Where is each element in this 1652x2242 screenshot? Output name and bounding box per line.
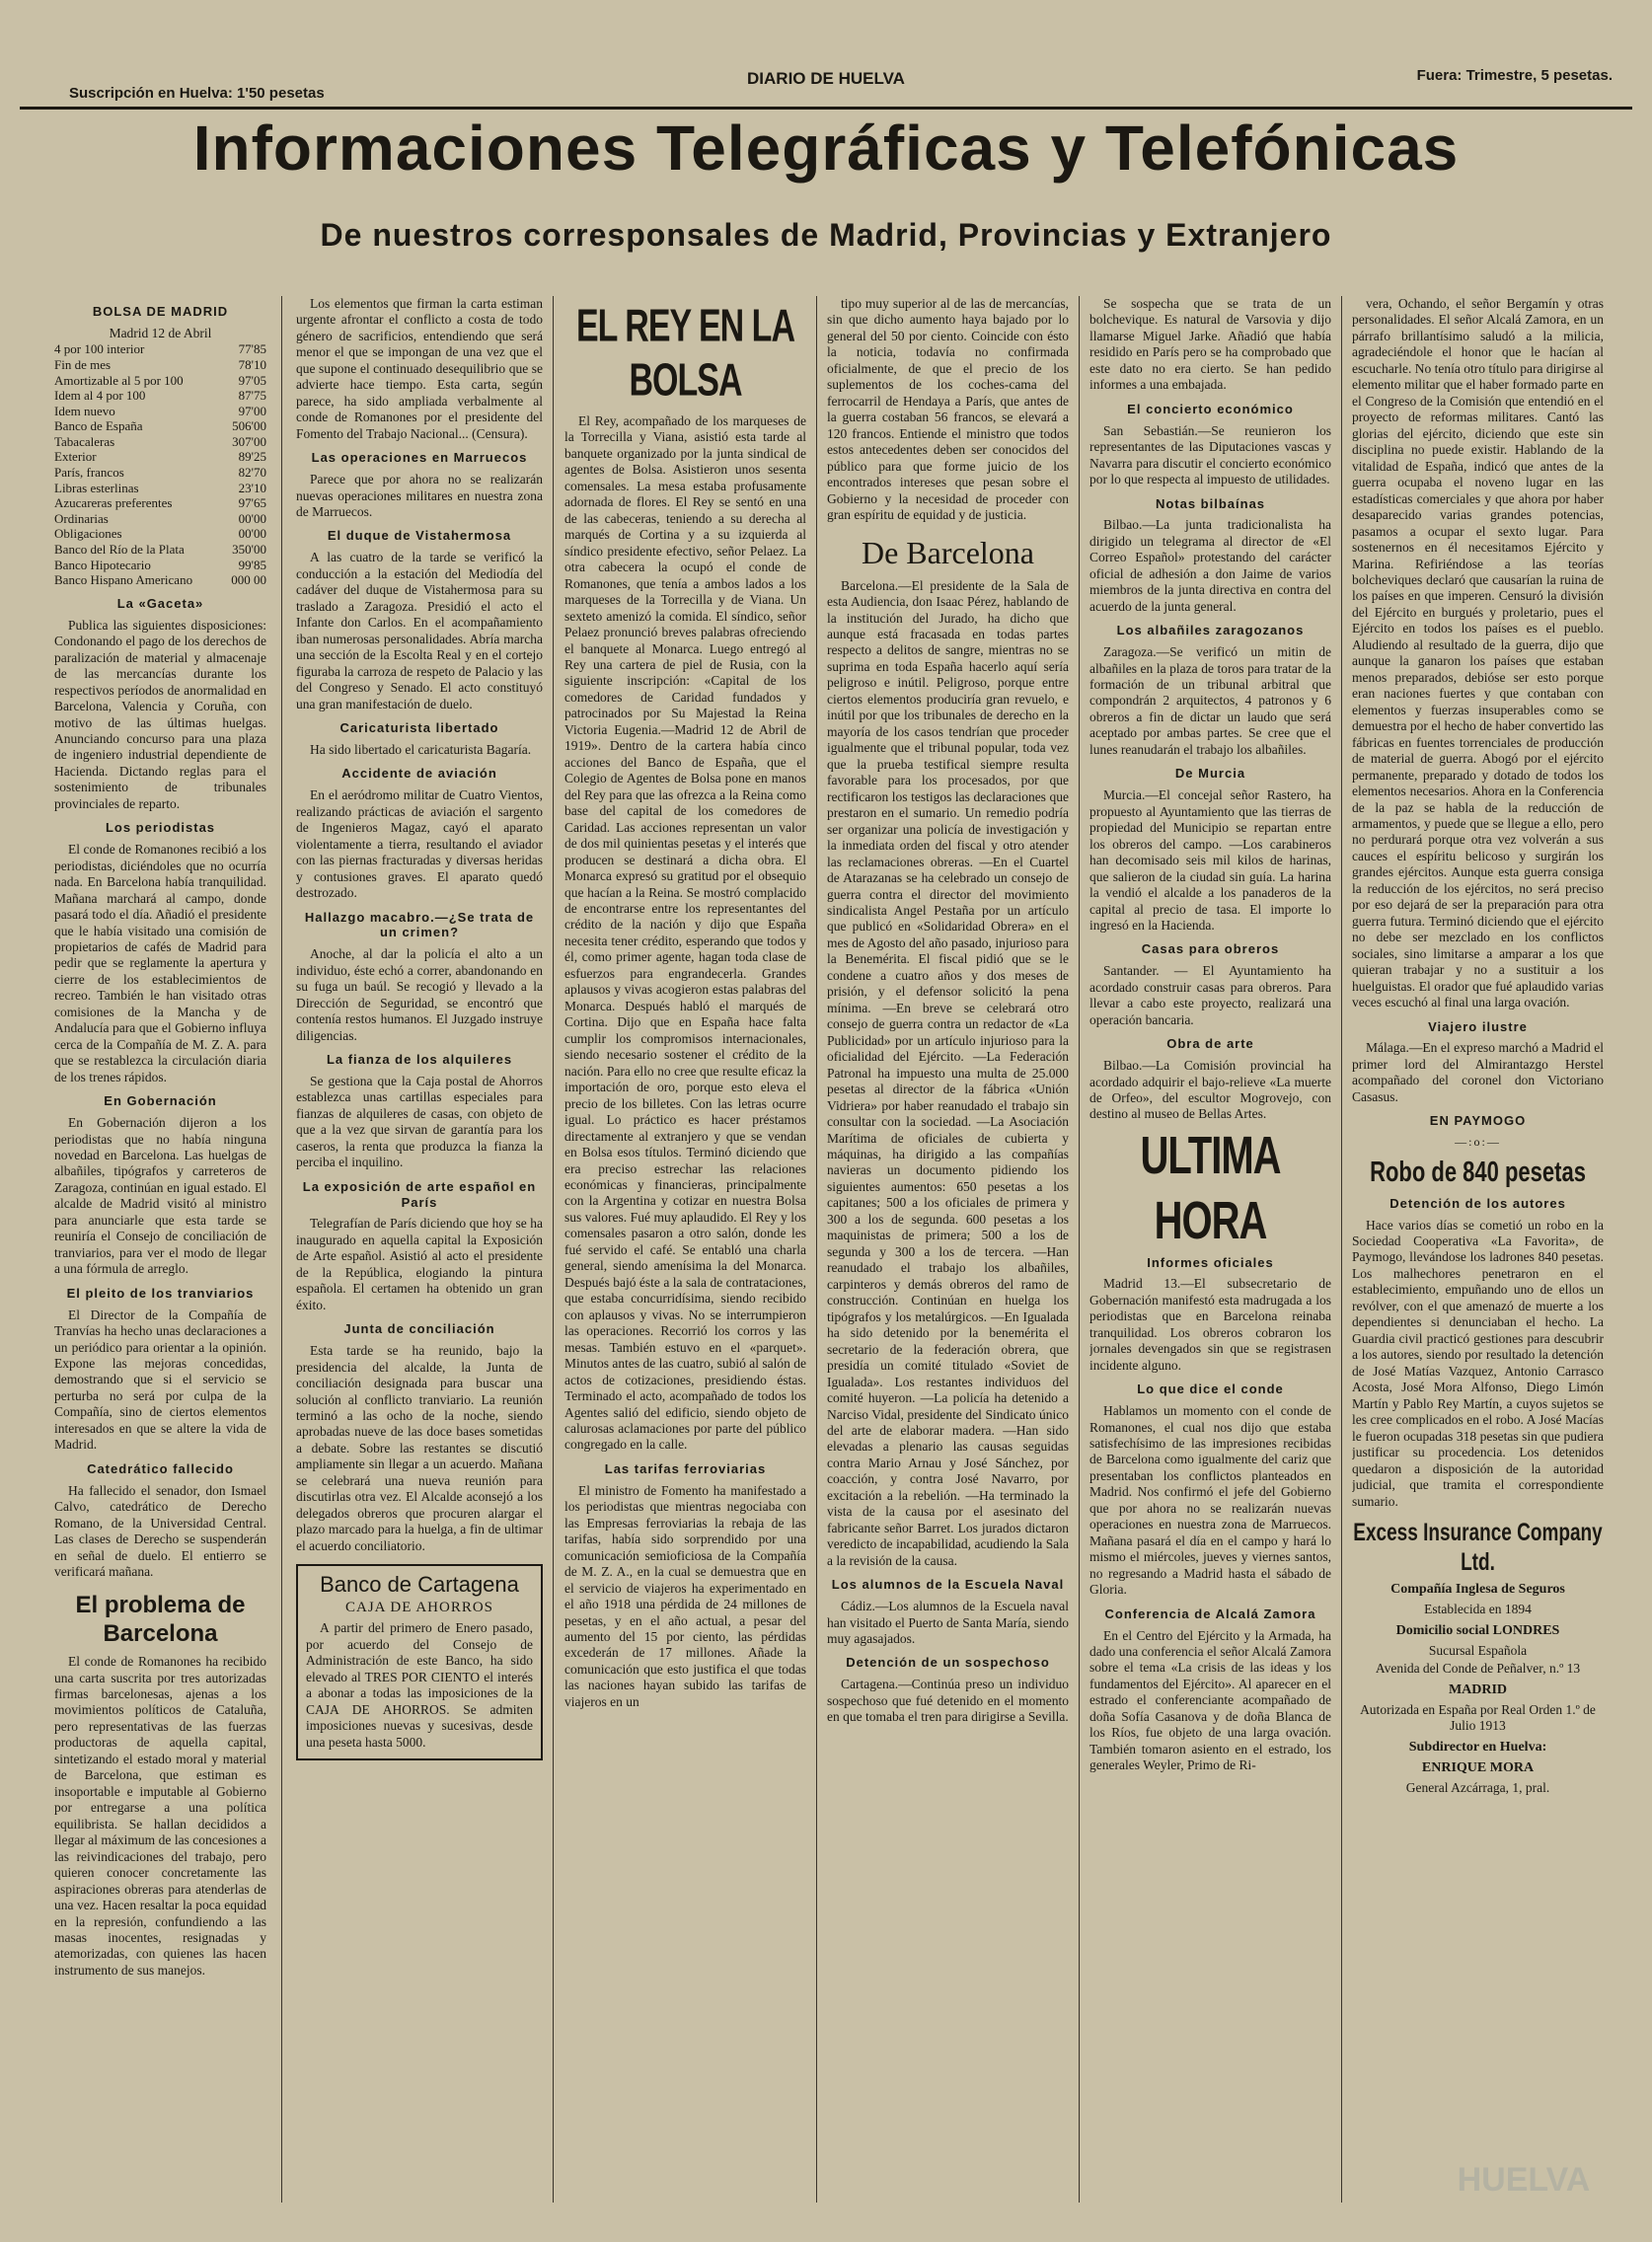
bolsa-price: 77'85 <box>238 341 266 357</box>
header-rule <box>20 107 1632 110</box>
alumnos-text: Cádiz.—Los alumnos de la Escuela naval han visitado el Puerto de Santa María, siendo muy agasajados. <box>827 1599 1069 1646</box>
column-separator <box>816 296 817 2203</box>
bolsa-security: Banco Hipotecario <box>54 557 151 572</box>
bolsa-security: Azucareras preferentes <box>54 495 173 511</box>
insurance-title: Excess Insurance Company Ltd. <box>1353 1520 1603 1577</box>
bank-ad-title: Banco de Cartagena <box>320 1572 519 1598</box>
junta-title: Junta de conciliación <box>343 1321 495 1337</box>
exposicion-title: La exposición de arte español en París <box>302 1178 537 1210</box>
catedratico-title: Catedrático fallecido <box>87 1460 234 1476</box>
bolsa-security: 4 por 100 interior <box>54 341 145 357</box>
insurance-line: Autorizada en España por Real Orden 1.º de Julio 1913 <box>1360 1701 1596 1734</box>
bolsa-row <box>54 558 266 573</box>
insurance-line: General Azcárraga, 1, pral. <box>1405 1780 1550 1796</box>
cont-text: Se sospecha que se trata de un bolchevique. Es natural de Varsovia y dijo llamarse Miguel Jarke. Añadió que había residido en París pero se ha comprobado que este dato no era cierto. Se han pedido informes a una embajada. <box>1089 296 1331 393</box>
bolsa-row <box>54 388 266 404</box>
bolsa-price: 97'00 <box>238 403 266 418</box>
ornament: —:o:— <box>1455 1135 1501 1150</box>
column-separator <box>1341 296 1342 2203</box>
bolsa-security: Banco del Río de la Plata <box>54 542 185 558</box>
duque-title: El duque de Vistahermosa <box>327 528 512 544</box>
fianza-text: Se gestiona que la Caja postal de Ahorros establezca unas cartillas especiales para fianzas de alquileres de casas, con objeto de que a la vez que sirvan de garantía para los caseros, la renta que produzca la fianza la perciba el inquilino. <box>296 1073 543 1170</box>
barcelona-text: Barcelona.—El presidente de la Sala de esta Audiencia, don Isaac Pérez, hablando de la institución del Jurado, ha dicho que aunque está fracasada en todas partes respecto a delitos de sangre, mientras no se suprima en toda España hacerlo aquí sería peligroso e inútil. Peligroso, porque entre ciertos elementos produciría gran revuelo, e inútil por que los tribunales de derecho en la mayoría de los casos tendrían que proceder igualmente que el tribunal popular, toda vez que la prueba testifical siempre resulta favorable para los procesados, por que rectificaron los testigos las declaraciones que prestaron en el sumario. Un remedio podría ser organizar una policía de investigación y la inmediata orden del fiscal y otro atender las reclamaciones obreras. —En el Cuartel de Atarazanas se ha celebrado un consejo de guerra contra el director del movimiento sindicalista Angel Pestaña por un artículo que publicó en «Solidaridad Obrera» en el mes de Agosto del año pasado, injurioso para la Benemérita. El fiscal pidió que se le condene a cuatro años y dos meses de prisión, y el defensor solicitó la pena mínima. —En breve se celebrará otro consejo de guerra contra un redactor de «La Publicidad» por un artículo injurioso para la oficialidad del Ejército. —La Federación Patronal ha impuesto una multa de 25.000 pesetas al director de la fábrica «Unión Vidriera» por haber reanudado el trabajo sin consultar con la sociedad. —La Asociación Marítima de oficiales de cubierta y máquinas, ha dirigido a las compañías navieras un documento pidiendo los siguientes aumentos: 650 pesetas a los capitanes; 500 a los oficiales de primera y 300 a los de segunda. 600 pesetas a los maquinistas de primera; 500 a los de segunda y 300 a los de tercera. —Han reanudado el trabajo los albañiles, carpinteros y demás obreros del ramo de construcción. Continúan en huelga los tipógrafos y los metalúrgicos. —En Igualada ha sido detenido por la benemérita el secretario de la federación obrera, que presidía un comité titulado «Soviet de Igualada». Los restantes individuos del comité huyeron. —La policía ha detenido a Narciso Vidal, presidente del Sindicato único del arte de elaborar madera. —Han sido elevadas a plenario las causas seguidas contra Mario Arnau y José Sánchez, por coacción, y contra José Navarro, por excitación a la rebelión. —Ha terminado la vista de la causa por el asesinato del fabricante señor Barret. Los jurados dictaron veredicto de incapabilidad, acudiendo la Sala a la revisión de la causa. <box>827 577 1069 1568</box>
bolsa-security: Banco Hispano Americano <box>54 572 193 588</box>
obra-title: Obra de arte <box>1166 1036 1254 1052</box>
marruecos-text: Parece que por ahora no se realizarán nuevas operaciones militares en nuestra zona de Marruecos. <box>296 472 543 520</box>
rey-title: EL REY EN LA BOLSA <box>575 300 795 408</box>
obra-text: Bilbao.—La Comisión provincial ha acordado adquirir el bajo-relieve «La muerte de Orfeo», del escultor Mogrovejo, con destino al museo de Bellas Artes. <box>1089 1058 1331 1122</box>
oficiales-text: Madrid 13.—El subsecretario de Gobernación manifestó esta madrugada a los periodistas que en Barcelona reinaba tranquilidad. Los obreros cobraron los jornales devengados sin que se registrasen incidente alguno. <box>1089 1276 1331 1373</box>
problema-title: El problema de Barcelona <box>75 1591 246 1647</box>
gaceta-text: Publica las siguientes disposiciones: Condonando el pago de los derechos de paralización de material y almacenaje de las mercancías durante los respectivos períodos de anormalidad en Barcelona, Valencia y Coruña, con motivo de las últimas huelgas. Anunciando concurso para una plaza de ingeniero industrial dependiente de Hacienda. Dictando reglas para el sostenimiento de tribunales provinciales de reparto. <box>54 617 266 811</box>
ultima-hora-title: ULTIMA HORA <box>1140 1126 1281 1250</box>
bolsa-table <box>54 341 266 588</box>
bolsa-date: Madrid 12 de Abril <box>109 325 212 340</box>
sospechoso-title: Detención de un sospechoso <box>846 1655 1050 1671</box>
bolsa-row <box>54 481 266 496</box>
carta-text: Los elementos que firman la carta estiman urgente afrontar el conflicto a costa de todo género de sacrificios, entendiendo que será menor el que se impongan de una vez que el que supone el continuado desequilibrio que se advierte hace tiempo. Esta carta, según parece, ha sido ampliada verbalmente al conde de Romanones por el presidente del Fomento del Trabajo Nacional... (Censura). <box>296 296 543 441</box>
tarifas-text: El ministro de Fomento ha manifestado a los periodistas que mientras negociaba con las Empresas ferroviarias la rebaja de las tarifas, había sido sorprendido por una comunicación semioficiosa de la Compañía de M. Z. A., en la cual se demuestra que en el servicio de viajeros ha experimentado en el año 1918 una pérdida de 24 millones de pesetas, y en el año actual, a pesar del aumento del 15 por ciento, las pérdidas excederán de 17 millones. Añade la comunicación que esto justifica el que todas las naciones hayan subido las tarifas de viajeros en un <box>564 1482 806 1709</box>
bolsa-security: Tabacaleras <box>54 433 115 449</box>
bolsa-price: 82'70 <box>238 465 266 481</box>
insurance-line: Domicilio social LONDRES <box>1395 1622 1560 1638</box>
oficiales-title: Informes oficiales <box>1147 1254 1274 1270</box>
bolsa-price: 23'10 <box>238 480 266 495</box>
bolsa-security: Amortizable al 5 por 100 <box>54 372 184 388</box>
catedratico-text: Ha fallecido el senador, don Ismael Calvo, catedrático de Derecho Romano, de la Universidad Central. Las clases de Derecho se suspenderán en señal de duelo. El entierro se verificará mañana. <box>54 1482 266 1580</box>
tarifas-title: Las tarifas ferroviarias <box>604 1460 767 1476</box>
bolsa-price: 307'00 <box>232 433 266 449</box>
column-4 <box>827 296 1069 2203</box>
hallazgo-title: Hallazgo macabro.—¿Se trata de un crimen? <box>304 909 535 940</box>
bolsa-row <box>54 495 266 511</box>
external-subscription-note: Fuera: Trimestre, 5 pesetas. <box>1416 67 1613 84</box>
sospechoso-text: Cartagena.—Continúa preso un individuo sospechoso que fué detenido en el momento en que tomaba el tren para dirigirse a Sevilla. <box>827 1677 1069 1725</box>
bolsa-row <box>54 542 266 558</box>
subscription-note: Suscripción en Huelva: 1'50 pesetas <box>69 85 325 102</box>
aviacion-text: En el aeródromo militar de Cuatro Vientos, realizando prácticas de aviación el sargento de Ingenieros Magaz, cayó el aparato violentamente a tierra, resultando el aviador con las piernas fracturadas y diversas heridas y contusiones graves. El aparato quedó destrozado. <box>296 787 543 901</box>
concierto-text: San Sebastián.—Se reunieron los representantes de las Diputaciones vascas y Navarra para discutir el concierto económico por lo que respecta al impuesto de utilidades. <box>1089 422 1331 487</box>
fianza-title: La fianza de los alquileres <box>326 1052 513 1068</box>
bolsa-price: 97'65 <box>238 495 266 511</box>
rey-text: El Rey, acompañado de los marqueses de la Torrecilla y Viana, asistió esta tarde al banquete organizado por la junta sindical de agentes de Bolsa. Asistieron unos sesenta comensales. La mesa estaba profusamente adornada de flores. El Rey se sentó en una de las cabeceras, teniendo a su derecha al marqués de Cortina y a su izquierda al síndico presidente efectivo, señor Pelaez. La otra cabecera la ocupó el conde de Romanones, que tenía a ambos lados a los marqueses de la Torrecilla y de Viana. Un sexteto amenizó la comida. El síndico, señor Pelaez pronunció breves palabras ofreciendo el banquete al Monarca. Luego entregó al Rey una cartera de piel de Rusia, con la siguiente inscripción: «Capital de los comedores de Caridad fundados y patrocinados por Su Majestad la Reina Victoria Eugenia.—Madrid 12 de Abril de 1919». Dentro de la cartera había cinco acciones del Banco de España, que el Colegio de Agentes de Bolsa pone en manos del Rey para que las ofrezca a la Reina como base del capital de los comedores de Caridad. Las acciones representan un valor de dos mil quinientas pesetas y el interés que producen se destinará a dicha obra. El Monarca expresó su gratitud por el obsequio que hacían a la Reina. Se mostró complacido de encontrarse entre los representantes del crédito de la nación y dijo que España necesita tener crédito, esperando que todos y él, como primer agente, hagan toda clase de esfuerzos para engrandecerla. Grandes aplausos y vivas acogieron estas palabras del Monarca. Después habló el marqués de Cortina. Dijo que en España hace falta cumplir los compromisos internacionales, siendo necesario sostener el crédito de la nación. Para ello no cree que resulte eficaz la importación de oro, porque esto eleva el precio de los billetes. Con las letras ocurre igual. Lo práctico es hacer préstamos directamente al extranjero y que se vendan en Bolsa esos títulos. Terminó diciendo que era preciso estrechar las relaciones económicas y financieras, principalmente con la Argentina y cotizar en nuestra Bolsa sus valores. Fué muy aplaudido. El Rey y los comensales pasaron a otro salón, donde les fué servido el café. Se entabló una charla general, siendo amenísima la del Monarca. Después bajó éste a la sala de contrataciones, que estaba concurridísima, siendo recibido con aplausos y vivas. No se interrumpieron las operaciones. Recorrió los corros y las mesas. También estuvo en el «parquet». Minutos antes de las cuatro, subió al salón de actos de cotizaciones, presidiendo éstas. Terminado el acto, acompañado de todos los Agentes salió del edificio, siendo objeto de calurosas aclamaciones por parte del público congregado en la calle. <box>564 412 806 1453</box>
running-header <box>39 59 1613 107</box>
bolsa-security: Libras esterlinas <box>54 480 139 495</box>
bolsa-security: Obligaciones <box>54 526 122 542</box>
insurance-line: Compañía Inglesa de Seguros <box>1390 1582 1565 1598</box>
insurance-line: MADRID <box>1448 1682 1508 1697</box>
bolsa-security: París, francos <box>54 465 124 481</box>
exposicion-text: Telegrafían de París diciendo que hoy se ha inaugurado en aquella capital la Exposición de Arte español. Asistió al acto el presidente de la República, elogiando la pintura española. El certamen ha obtenido un gran éxito. <box>296 1216 543 1312</box>
cont-text: tipo muy superior al de las de mercancías, sin que dicho aumento haya bajado por lo general del 50 por ciento. Coincide con ésto la noticia, todavía no confirmada oficialmente, de que el precio de los suplementos de los coches-cama del ferrocarril de Hendaya a París, que antes de la guerra costaban 56 francos, se elevará a 120 francos. Entiende el ministro que todos estos antecedentes deben ser conocidos del público para que forme juicio de los encontrados intereses que pesan sobre el Gobierno y la necesidad de proceder con gran espíritu de equidad y de justicia. <box>827 296 1069 523</box>
conde-title: Lo que dice el conde <box>1137 1382 1284 1397</box>
bolsa-row <box>54 526 266 542</box>
bolsa-price: 00'00 <box>238 510 266 526</box>
alcala-text: En el Centro del Ejército y la Armada, ha dado una conferencia el señor Alcalá Zamora sobre el tema «La crisis de las ideas y los fundamentos del Ejército». Al aparecer en el estrado el conferenciante acompañado de doña Sofía Casanova y de doña Blanca de los Ríos, fue objeto de una larga ovación. También tomaron asiento en el estrado, los generales Weyler, Primo de Ri- <box>1089 1627 1331 1773</box>
detencion-title: Detención de los autores <box>1389 1195 1566 1211</box>
concierto-title: El concierto económico <box>1127 401 1294 416</box>
insurance-line: Subdirector en Huelva: <box>1408 1739 1547 1755</box>
zaragozanos-text: Zaragoza.—Se verificó un mitin de albañiles en la plaza de toros para tratar de la formación de un tribunal arbitral que compondrán 2 arquitectos, 4 patronos y 6 obreros a fin de dictar un laudo que será aceptado por ambas partes. Se cree que el lunes reanudarán el trabajo los albañiles. <box>1089 644 1331 757</box>
bolsa-price: 000 00 <box>231 572 266 588</box>
bolsa-security: Ordinarias <box>54 510 109 526</box>
column-1 <box>54 296 266 2203</box>
bolsa-price: 78'10 <box>238 356 266 372</box>
aviacion-title: Accidente de aviación <box>341 766 497 782</box>
bolsa-row <box>54 357 266 373</box>
bilbainas-text: Bilbao.—La junta tradicionalista ha dirigido un telegrama al director de «El Correo Español» protestando del carácter oficial de adhesión a don Jaime de varios miembros de la junta directiva en contra del acuerdo de la junta general. <box>1089 517 1331 614</box>
bolsa-row <box>54 434 266 450</box>
bolsa-row <box>54 373 266 389</box>
bolsa-price: 00'00 <box>238 526 266 542</box>
casas-text: Santander. — El Ayuntamiento ha acordado construir casas para obreros. Para llevar a cabo este proyecto, realizará una operación bancaria. <box>1089 963 1331 1027</box>
pleito-text: El Director de la Compañía de Tranvías ha hecho unas declaraciones a un periódico para orientar a la opinión. Expone las mejoras concedidas, demostrando que si el servicio se perturba no será por culpa de la Compañía, sino de ciertos elementos interesados en que se altere la vida de Madrid. <box>54 1307 266 1453</box>
bank-ad-subtitle: CAJA DE AHORROS <box>344 1600 494 1616</box>
page-subhead: De nuestros corresponsales de Madrid, Provincias y Extranjero <box>320 217 1332 253</box>
bolsa-row <box>54 511 266 527</box>
column-6 <box>1352 296 1604 2203</box>
viajero-title: Viajero ilustre <box>1428 1018 1528 1034</box>
hallazgo-text: Anoche, al dar la policía el alto a un individuo, éste echó a correr, abandonando en su fuga un baúl. Se recogió y llevado a la Dirección de Seguridad, se encontró que contenía restos humanos. El Juzgado instruye diligencias. <box>296 946 543 1043</box>
bolsa-security: Idem al 4 por 100 <box>54 388 146 404</box>
archive-watermark <box>1455 2153 1593 2203</box>
bolsa-title: BOLSA DE MADRID <box>92 304 229 319</box>
alcala-title: Conferencia de Alcalá Zamora <box>1104 1606 1316 1621</box>
bolsa-row <box>54 341 266 357</box>
column-separator <box>281 296 282 2203</box>
bolsa-security: Exterior <box>54 449 97 465</box>
robo-title: Robo de 840 pesetas <box>1370 1155 1586 1188</box>
murcia-title: De Murcia <box>1174 766 1246 782</box>
bolsa-price: 99'85 <box>238 557 266 572</box>
zaragozanos-title: Los albañiles zaragozanos <box>1116 623 1305 638</box>
duque-text: A las cuatro de la tarde se verificó la conducción a la estación del Mediodía del cadáver del duque de Vistahermosa para su traslado a Zaragoza. Presidió el acto el Infante don Carlos. En el acompañamiento iban numerosas personalidades. Abría marcha una sección de la Escolta Real y en el cortejo figuraba la carroza de respeto de Palacio y las del Congreso y Senado. El acto constituyó una gran manifestación de duelo. <box>296 550 543 711</box>
alumnos-title: Los alumnos de la Escuela Naval <box>831 1577 1065 1593</box>
gobernacion-title: En Gobernación <box>104 1093 217 1109</box>
bolsa-security: Banco de España <box>54 418 143 434</box>
viajero-text: Málaga.—En el expreso marchó a Madrid el primer lord del Almirantazgo Herstel acompañado del coronel don Victoriano Casasus. <box>1352 1040 1604 1104</box>
bilbainas-title: Notas bilbaínas <box>1155 495 1266 511</box>
problema-text: El conde de Romanones ha recibido una carta suscrita por tres autorizadas firmas barcelonesas, ajenas a los movimientos políticos de Cataluña, pero representativas de las fuerzas productoras de aquella capital, sintetizando el estado moral y material de Barcelona, que estiman es insoportable e imputable al Gobierno por entregarse a una política equilibrista. Se hallan decididos a llegar al máximum de las concesiones a las reivindicaciones del trabajo, pero quieren conocer concretamente las aspiraciones obreras para atenderlas de una vez. Hacen resaltar la poca equidad en la represión, confundiendo a las masas inocentes, resignadas y atemorizadas, con quienes las hacen instrumento de sus manejos. <box>54 1654 266 1978</box>
junta-text: Esta tarde se ha reunido, bajo la presidencia del alcalde, la Junta de conciliación designada para buscar una solución al conflicto tranviario. La reunión terminó a las ocho de la noche, siendo aprobadas nueve de las doce bases sometidas a debate. Sobre las restantes se discutió ampliamente sin llegar a un acuerdo. Mañana se celebrará una nueva reunión para discutirlas otra vez. El Alcalde aconsejó a los delegados obreros que procuren alargar el plazo marcado para la huelga, a fin de ultimar el acuerdo conciliatorio. <box>296 1343 543 1553</box>
gobernacion-text: En Gobernación dijeron a los periodistas que no había ninguna novedad en Barcelona. Las huelgas de albañiles, tipógrafos y carreteros de Zaragoza, continúan en igual estado. El alcalde de Madrid visitó al ministro para anunciarle que esta tarde se reuniría el Consejo de conciliación de tranviarios, para ver el modo de llegar a una fórmula de arreglo. <box>54 1115 266 1277</box>
periodistas-title: Los periodistas <box>105 820 216 836</box>
bolsa-security: Fin de mes <box>54 356 112 372</box>
insurance-line: ENRIQUE MORA <box>1421 1759 1535 1775</box>
bolsa-price: 350'00 <box>232 542 266 558</box>
insurance-line: Avenida del Conde de Peñalver, n.º 13 <box>1375 1661 1581 1677</box>
murcia-text: Murcia.—El concejal señor Rastero, ha propuesto al Ayuntamiento que las tierras de propiedad del Municipio se repartan entre los obreros del campo. —Los carabineros han decomisado seis mil kilos de harinas, que salieron de la ciudad sin guía. La harina la vendió el alcalde a los panaderos de la capital al precio de tasa. El importe lo ingresó en la Hacienda. <box>1089 787 1331 933</box>
insurance-line: Establecida en 1894 <box>1424 1602 1532 1617</box>
column-3 <box>564 296 806 2203</box>
bolsa-price: 87'75 <box>238 388 266 404</box>
column-separator <box>1079 296 1080 2203</box>
newspaper-name: DIARIO DE HUELVA <box>747 69 905 88</box>
bolsa-price: 97'05 <box>238 372 266 388</box>
bolsa-row <box>54 449 266 465</box>
column-separator <box>553 296 554 2203</box>
barcelona-title: De Barcelona <box>861 534 1034 570</box>
bolsa-price: 506'00 <box>232 418 266 434</box>
insurance-line: Sucursal Española <box>1428 1642 1528 1658</box>
marruecos-title: Las operaciones en Marruecos <box>311 450 528 466</box>
bolsa-price: 89'25 <box>238 449 266 465</box>
conde-text: Hablamos un momento con el conde de Romanones, el cual nos dijo que estaba satisfechísimo de las impresiones recibidas de Barcelona como igualmente del cariz que presentaban los conflictos planteados en Madrid. Nos confirmó el jefe del Gobierno que por ahora no se realizarán nuevas operaciones en nuestra zona de Marruecos. Mañana pasará el día en el campo y hará lo mismo el miércoles, jueves y viernes santos, no regresando a Madrid hasta el sábado de Gloria. <box>1089 1403 1331 1598</box>
periodistas-text: El conde de Romanones recibió a los periodistas, diciéndoles que no ocurría nada. En Barcelona había tranquilidad. Mañana marchará al campo, donde pasará todo el día. Añadió el presidente que le había visitado una comisión de propietarios de cafés de Madrid para pedir que se reglamente la apertura y cierre de los establecimientos de recreo. También le han visitado otras comisiones de la Mancha y de Andalucía para que el Gobierno influya cerca de la Compañía de M. Z. A. para que se restablezca la circulación diaria de los trenes rápidos. <box>54 842 266 1084</box>
caricaturista-title: Caricaturista libertado <box>339 720 499 736</box>
watermark-text: HUELVA <box>1457 2161 1591 2199</box>
bolsa-security: Idem nuevo <box>54 403 115 418</box>
bolsa-row <box>54 465 266 481</box>
casas-title: Casas para obreros <box>1141 941 1280 957</box>
bolsa-row <box>54 418 266 434</box>
bolsa-row <box>54 572 266 588</box>
bank-advertisement <box>296 1564 543 1760</box>
caricaturista-text: Ha sido libertado el caricaturista Bagaría. <box>310 741 532 757</box>
bank-ad-text: A partir del primero de Enero pasado, por acuerdo del Consejo de Administración de este Banco, ha sido elevado al TRES POR CIENTO el interés a abonar a todas las imposiciones de la CAJA DE AHORROS. Se admiten imposiciones nuevas y sucesivas, desde una peseta hasta 5000. <box>306 1620 533 1750</box>
page-masthead: Informaciones Telegráficas y Telefónicas <box>192 112 1460 184</box>
watermark-logo-icon <box>1455 2153 1593 2203</box>
gaceta-title: La «Gaceta» <box>116 595 204 611</box>
pleito-title: El pleito de los tranviarios <box>66 1285 255 1301</box>
column-2 <box>296 296 543 2203</box>
detencion-text: Hace varios días se cometió un robo en la Sociedad Cooperativa «La Favorita», de Paymogo, llevándose los ladrones 840 pesetas. Los malhechores penetraron en el establecimiento, empuñando uno de ellos un revólver, con el que amenazó de muerte a los dependientes si denunciaban el hecho. La Guardia civil practicó gestiones para descubrir a los autores, siendo por resultado la detención de José Matías Vazquez, Antonio Carrasco Acosta, José Mora Alfonso, Diego Limón Martín y Pablo Rey Martín, a cuyos sujetos se les cree complicados en el robo. A José Macías le fueron ocupadas 318 pesetas sin que pudiera justificar su procedencia. Los detenidos quedaron a disposición de la autoridad judicial, que tramita el correspondiente sumario. <box>1352 1217 1604 1509</box>
paymogo-title: EN PAYMOGO <box>1429 1113 1527 1129</box>
cont-text: vera, Ochando, el señor Bergamín y otras personalidades. El señor Alcalá Zamora, en un párrafo brillantísimo saludó a la milicia, agradeciéndole el honor que le hacían al escucharle. No tenía otro título para dirigirse al elemento militar que el haber formado parte en el Congreso de la Comisión que entendió en el proyecto de reformas militares. Cantó las glorias del ejército, diciendo que este sin disciplina no puede existir. Hablando de la vitalidad de España, indicó que antes de la guerra ocupaba el noveno lugar en las estadísticas comerciales y que ahora por haber desaparecido varias grandes potencias, pasamos a ocupar el sexto lugar. Para sostenernos en él necesitamos Ejército y Marina. Refiriéndose a las teorías bolcheviques declaró que causarían la ruina de los países en que imperen. Censuró la división del Ejército en burgués y proletario, pues el Ejército en todos los países es el pueblo. Aludiendo al resultado de la guerra, dijo que aunque la ganaron los países que estaban menos preparados, debióse ser esto porque eran naciones fuertes y que contaban con elementos y fuerzas insuperables como se demuestra por el hecho de haber convertido las fábricas en fuentes torrenciales de producción de material de guerra. Abogó por el ejército permanente, preparado y dotado de todos los elementos necesarios. Ahora en la Conferencia de la paz se habla de la reducción de armamentos, y puede que se llegue a ello, pero no perdurará porque otra vez volverán a sus cauces el espíritu belicoso y surgirán los grandes ejércitos. Aunque esta guerra consiga la reducción de los ejércitos, no será preciso por eso dejará de ser la preparación para otra guerra futura. Terminó diciendo que el ejército no debe ser mezclado en los conflictos sociales, sino limitarse a amparar a los que quieran trabajar y no a sustituir a los huelguistas. El orador que fué aplaudido varias veces escuchó al final una larga ovación. <box>1352 296 1604 1010</box>
column-5 <box>1089 296 1331 2203</box>
bolsa-row <box>54 404 266 419</box>
